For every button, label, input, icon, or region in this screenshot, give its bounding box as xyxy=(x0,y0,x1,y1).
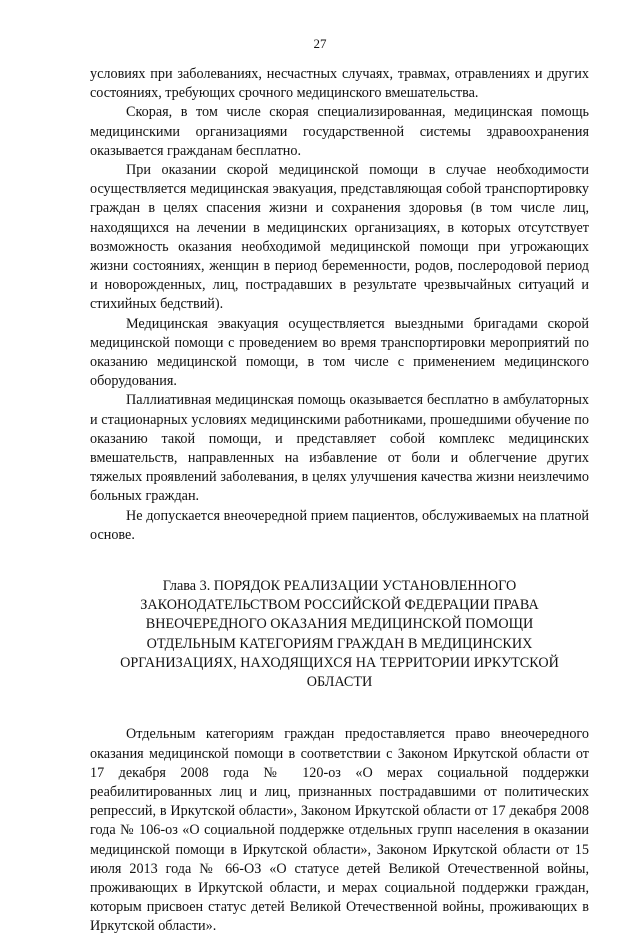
page-number: 27 xyxy=(313,36,327,51)
chapter-heading xyxy=(90,577,589,692)
paragraph-continuation: условиях при заболеваниях, несчастных случаях, травмах, отравлениях и других состояниях, требующих срочного медицинского вмешательства. xyxy=(90,66,589,102)
paragraph-paid-services: Не допускается внеочередной прием пациентов, обслуживаемых на платной основе. xyxy=(90,507,589,543)
document-body xyxy=(90,65,589,937)
chapter-heading-line: ВНЕОЧЕРЕДНОГО ОКАЗАНИЯ МЕДИЦИНСКОЙ ПОМОЩИ xyxy=(145,616,534,633)
chapter-heading-line: ОТДЕЛЬНЫМ КАТЕГОРИЯМ ГРАЖДАН В МЕДИЦИНСКИХ xyxy=(146,635,533,652)
chapter-heading-line: ЗАКОНОДАТЕЛЬСТВОМ РОССИЙСКОЙ ФЕДЕРАЦИИ ПРАВА xyxy=(140,597,539,614)
chapter-heading-line: Глава 3. ПОРЯДОК РЕАЛИЗАЦИИ УСТАНОВЛЕННОГО xyxy=(162,578,517,595)
chapter-heading-line: ОБЛАСТИ xyxy=(306,674,373,691)
chapter-heading-line: ОРГАНИЗАЦИЯХ, НАХОДЯЩИХСЯ НА ТЕРРИТОРИИ ИРКУТСКОЙ xyxy=(120,654,559,671)
paragraph-evacuation-teams: Медицинская эвакуация осуществляется выездными бригадами скорой медицинской помощи с проведением во время транспортировки мероприятий по оказанию медицинской помощи, в том числе с применением медицинского оборудования. xyxy=(90,315,589,390)
paragraph-priority-categories: Отдельным категориям граждан предоставляется право внеочередного оказания медицинской помощи в соответствии с Законом Иркутской области от 17 декабря 2008 года № 120-оз «О мерах социальной поддержки реабилитированных лиц и лиц, признанных пострадавшими от политических репрессий, в Иркутской области», Законом Иркутской области от 17 декабря 2008 года № 106-оз «О социальной поддержке отдельных групп населения в оказании медицинской помощи в Иркутской области», Законом Иркутской области от 15 июля 2013 года № 66-ОЗ «О статусе детей Великой Отечественной войны, проживающих в Иркутской области, и мерах социальной поддержки граждан, которым присвоен статус детей Великой Отечественной войны, проживающих в Иркутской области». xyxy=(90,726,589,935)
paragraph-palliative-care: Паллиативная медицинская помощь оказывается бесплатно в амбулаторных и стационарных условиях медицинскими работниками, прошедшими обучение по оказанию такой помощи, и представляет собой комплекс медицинских вмешательств, направленных на избавление от боли и облегчение других тяжелых проявлений заболевания, в целях улучшения качества жизни неизлечимо больных граждан. xyxy=(90,392,589,505)
paragraph-ambulance: Скорая, в том числе скорая специализированная, медицинская помощь медицинскими организациями государственной системы здравоохранения оказывается гражданам бесплатно. xyxy=(90,104,589,159)
paragraph-medical-evacuation: При оказании скорой медицинской помощи в случае необходимости осуществляется медицинская эвакуация, представляющая собой транспортировку граждан в целях спасения жизни и сохранения здоровья (в том числе лиц, находящихся на лечении в медицинских организациях, в которых отсутствует возможность оказания необходимой медицинской помощи при угрожающих жизни состояниях, женщин в период беременности, родов, послеродовой период и новорожденных, лиц, пострадавших в результате чрезвычайных ситуаций и стихийных бедствий). xyxy=(90,162,589,313)
